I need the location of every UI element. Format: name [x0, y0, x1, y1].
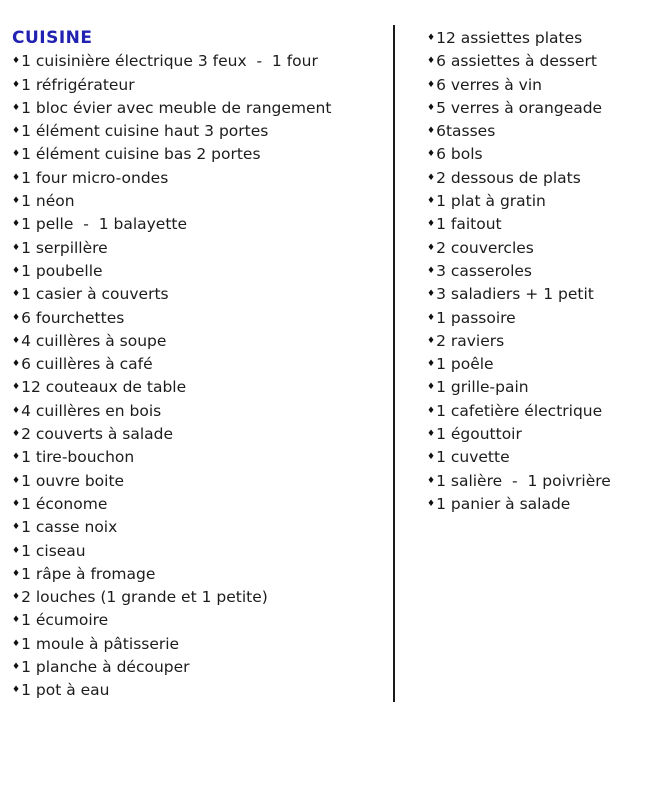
list-item: [12, 97, 387, 120]
item-text: 1 salière - 1 poivrière: [436, 471, 611, 490]
list-item: [427, 97, 662, 120]
diamond-bullet-icon: ♦: [427, 126, 436, 137]
list-item: [12, 470, 387, 493]
item-text: 1 râpe à fromage: [21, 564, 156, 583]
diamond-bullet-icon: ♦: [12, 289, 21, 300]
item-text: 1 planche à découper: [21, 658, 190, 677]
item-text: 1 cuvette: [436, 448, 510, 467]
item-text: 2 dessous de plats: [436, 168, 581, 187]
diamond-bullet-icon: ♦: [12, 382, 21, 393]
diamond-bullet-icon: ♦: [427, 498, 436, 509]
item-text: 1 serpillère: [21, 238, 108, 257]
list-item: [12, 283, 387, 306]
diamond-bullet-icon: ♦: [427, 219, 436, 230]
diamond-bullet-icon: ♦: [12, 545, 21, 556]
item-text: 1 élément cuisine bas 2 portes: [21, 145, 261, 164]
list-item: [12, 679, 387, 702]
list-item: [427, 74, 662, 97]
diamond-bullet-icon: ♦: [427, 102, 436, 113]
item-text: 4 cuillères à soupe: [21, 331, 167, 350]
item-text: 2 louches (1 grande et 1 petite): [21, 588, 268, 607]
diamond-bullet-icon: ♦: [12, 172, 21, 183]
list-item: [12, 493, 387, 516]
diamond-bullet-icon: ♦: [12, 522, 21, 533]
item-text: 6 assiettes à dessert: [436, 52, 597, 71]
list-item: [427, 400, 662, 423]
item-text: 1 passoire: [436, 308, 516, 327]
item-text: 5 verres à orangeade: [436, 98, 603, 117]
list-item: [427, 283, 662, 306]
item-text: 1 pelle - 1 balayette: [21, 215, 188, 234]
list-item: [12, 237, 387, 260]
diamond-bullet-icon: ♦: [12, 79, 21, 90]
diamond-bullet-icon: ♦: [427, 359, 436, 370]
list-item: [427, 190, 662, 213]
list-item: [427, 167, 662, 190]
list-item: [427, 446, 662, 469]
list-item: [12, 446, 387, 469]
diamond-bullet-icon: ♦: [427, 79, 436, 90]
diamond-bullet-icon: ♦: [12, 265, 21, 276]
list-item: [12, 190, 387, 213]
item-text: 6 verres à vin: [436, 75, 542, 94]
diamond-bullet-icon: ♦: [427, 196, 436, 207]
list-item: [427, 213, 662, 236]
diamond-bullet-icon: ♦: [12, 102, 21, 113]
item-text: 1 grille-pain: [436, 378, 529, 397]
list-item: [12, 633, 387, 656]
diamond-bullet-icon: ♦: [12, 452, 21, 463]
item-text: 1 égouttoir: [436, 425, 522, 444]
item-text: 1 ouvre boite: [21, 471, 125, 490]
item-text: 1 économe: [21, 494, 108, 513]
diamond-bullet-icon: ♦: [427, 405, 436, 416]
item-text: 6tasses: [436, 122, 496, 141]
diamond-bullet-icon: ♦: [12, 475, 21, 486]
diamond-bullet-icon: ♦: [427, 452, 436, 463]
diamond-bullet-icon: ♦: [427, 33, 436, 43]
list-item: [427, 353, 662, 376]
list-item: [427, 376, 662, 399]
column-divider-line: [393, 25, 395, 702]
diamond-bullet-icon: ♦: [427, 265, 436, 276]
list-item: [427, 50, 662, 73]
diamond-bullet-icon: ♦: [427, 242, 436, 253]
item-text: 12 couteaux de table: [21, 378, 187, 397]
diamond-bullet-icon: ♦: [427, 56, 436, 67]
item-text: 1 four micro-ondes: [21, 168, 169, 187]
list-item: [12, 376, 387, 399]
diamond-bullet-icon: ♦: [12, 335, 21, 346]
item-text: 1 panier à salade: [436, 494, 571, 513]
list-item: [12, 143, 387, 166]
list-item: [12, 330, 387, 353]
list-item: [12, 609, 387, 632]
item-text: 1 pot à eau: [21, 681, 110, 700]
list-item: [427, 237, 662, 260]
list-item: [12, 213, 387, 236]
diamond-bullet-icon: ♦: [12, 592, 21, 603]
list-item: [12, 120, 387, 143]
list-item: [12, 353, 387, 376]
list-item: [427, 260, 662, 283]
item-text: 1 poêle: [436, 355, 494, 374]
right-item-list: [427, 27, 662, 516]
list-item: [427, 493, 662, 516]
diamond-bullet-icon: ♦: [12, 498, 21, 509]
diamond-bullet-icon: ♦: [12, 662, 21, 673]
item-text: 1 tire-bouchon: [21, 448, 135, 467]
list-item: [427, 307, 662, 330]
diamond-bullet-icon: ♦: [427, 312, 436, 323]
item-text: 6 bols: [436, 145, 483, 164]
item-text: 1 poubelle: [21, 261, 103, 280]
diamond-bullet-icon: ♦: [12, 219, 21, 230]
page-title: CUISINE: [12, 28, 93, 48]
left-column: [12, 27, 387, 703]
item-text: 1 cafetière électrique: [436, 401, 603, 420]
list-item: [12, 656, 387, 679]
list-item: [427, 120, 662, 143]
item-text: 1 élément cuisine haut 3 portes: [21, 122, 269, 141]
item-text: 6 fourchettes: [21, 308, 125, 327]
diamond-bullet-icon: ♦: [427, 429, 436, 440]
item-text: 2 raviers: [436, 331, 505, 350]
diamond-bullet-icon: ♦: [12, 242, 21, 253]
list-item: [12, 586, 387, 609]
list-item: [427, 423, 662, 446]
diamond-bullet-icon: ♦: [12, 56, 21, 67]
diamond-bullet-icon: ♦: [427, 335, 436, 346]
diamond-bullet-icon: ♦: [427, 475, 436, 486]
diamond-bullet-icon: ♦: [427, 289, 436, 300]
list-item: [427, 143, 662, 166]
diamond-bullet-icon: ♦: [12, 149, 21, 160]
item-text: 12 assiettes plates: [436, 29, 583, 47]
diamond-bullet-icon: ♦: [12, 312, 21, 323]
diamond-bullet-icon: ♦: [12, 405, 21, 416]
list-item: [12, 400, 387, 423]
item-text: 4 cuillères en bois: [21, 401, 162, 420]
item-text: 1 casse noix: [21, 518, 118, 537]
diamond-bullet-icon: ♦: [12, 638, 21, 649]
list-item: [12, 423, 387, 446]
list-item: [12, 516, 387, 539]
item-text: 1 cuisinière électrique 3 feux - 1 four: [21, 52, 318, 71]
item-text: 1 moule à pâtisserie: [21, 634, 180, 653]
list-item: [427, 470, 662, 493]
item-text: 3 saladiers + 1 petit: [436, 285, 594, 304]
list-item: [12, 167, 387, 190]
list-item: [427, 27, 662, 50]
item-text: 1 casier à couverts: [21, 285, 169, 304]
item-text: 3 casseroles: [436, 261, 533, 280]
item-text: 1 faitout: [436, 215, 502, 234]
list-item: [12, 563, 387, 586]
diamond-bullet-icon: ♦: [12, 615, 21, 626]
list-item: [12, 50, 387, 73]
diamond-bullet-icon: ♦: [12, 568, 21, 579]
right-column: [427, 27, 662, 516]
diamond-bullet-icon: ♦: [12, 126, 21, 137]
diamond-bullet-icon: ♦: [427, 149, 436, 160]
item-text: 1 ciseau: [21, 541, 86, 560]
list-item: [12, 307, 387, 330]
item-text: 6 cuillères à café: [21, 355, 153, 374]
item-text: 1 plat à gratin: [436, 192, 546, 211]
diamond-bullet-icon: ♦: [427, 172, 436, 183]
diamond-bullet-icon: ♦: [12, 429, 21, 440]
item-text: 1 réfrigérateur: [21, 75, 135, 94]
diamond-bullet-icon: ♦: [12, 685, 21, 696]
item-text: 1 écumoire: [21, 611, 109, 630]
item-text: 1 néon: [21, 192, 75, 211]
list-item: [427, 330, 662, 353]
item-text: 1 bloc évier avec meuble de rangement: [21, 98, 332, 117]
item-text: 2 couvercles: [436, 238, 534, 257]
diamond-bullet-icon: ♦: [12, 196, 21, 207]
list-item: [12, 260, 387, 283]
item-text: 2 couverts à salade: [21, 425, 174, 444]
list-item: [12, 74, 387, 97]
diamond-bullet-icon: ♦: [427, 382, 436, 393]
left-item-list: [12, 50, 387, 702]
diamond-bullet-icon: ♦: [12, 359, 21, 370]
list-item: [12, 540, 387, 563]
